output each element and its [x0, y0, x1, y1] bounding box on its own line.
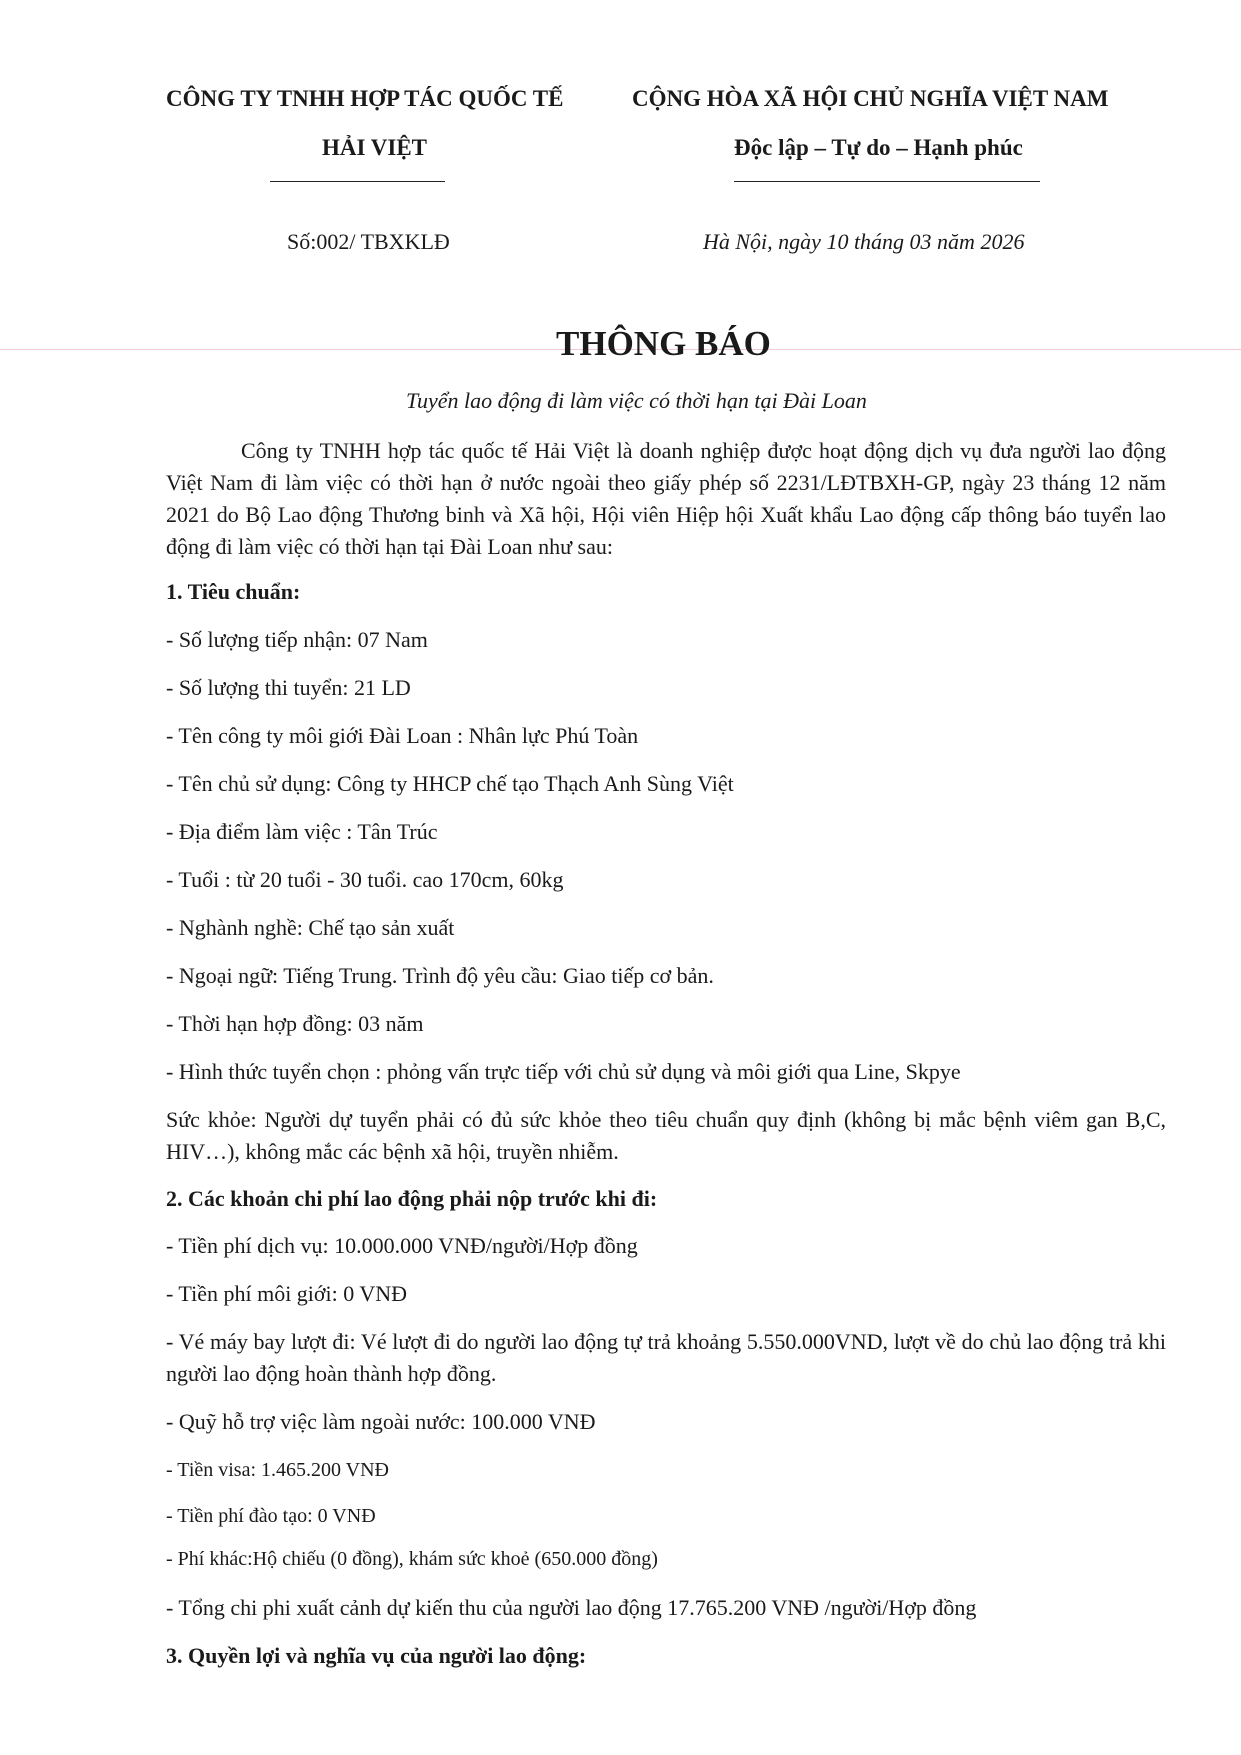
- document-subtitle: Tuyển lao động đi làm việc có thời hạn tại Đài Loan: [406, 388, 867, 413]
- nation-name: CỘNG HÒA XÃ HỘI CHỦ NGHĨA VIỆT NAM: [632, 86, 1109, 111]
- section3-heading: 3. Quyền lợi và nghĩa vụ của người lao động:: [166, 1643, 587, 1668]
- list-item: - Tiền phí dịch vụ: 10.000.000 VNĐ/người/Hợp đồng: [166, 1233, 638, 1258]
- list-item: - Hình thức tuyển chọn : phỏng vấn trực tiếp với chủ sử dụng và môi giới qua Line, Skpye: [166, 1059, 961, 1084]
- list-item: - Tổng chi phi xuất cảnh dự kiến thu của người lao động 17.765.200 VNĐ /người/Hợp đồng: [166, 1595, 977, 1620]
- intro-paragraph: Công ty TNHH hợp tác quốc tế Hải Việt là doanh nghiệp được hoạt động dịch vụ đưa người lao động Việt Nam đi làm việc có thời hạn ở nước ngoài theo giấy phép số 2231/LĐTBXH-GP, ngày 23 tháng 12 năm 2021 do Bộ Lao động Thương binh và Xã hội, Hội viên Hiệp hội Xuất khẩu Lao động cấp thông báo tuyển lao động đi làm việc có thời hạn tại Đài Loan như sau:: [166, 438, 1166, 559]
- org-underline: [270, 181, 445, 182]
- nation-motto: Độc lập – Tự do – Hạnh phúc: [734, 135, 1023, 160]
- list-item: - Tuổi : từ 20 tuổi - 30 tuổi. cao 170cm, 60kg: [166, 867, 564, 892]
- motto-underline: [734, 181, 1040, 182]
- org-name-line1: CÔNG TY TNHH HỢP TÁC QUỐC TẾ: [166, 86, 564, 111]
- section1-heading: 1. Tiêu chuẩn:: [166, 579, 301, 604]
- airfare-paragraph: - Vé máy bay lượt đi: Vé lượt đi do người lao động tự trả khoảng 5.550.000VND, lượt về do chủ lao động trả khi người lao động hoàn thành hợp đồng.: [166, 1329, 1166, 1386]
- list-item: - Tiền phí đào tạo: 0 VNĐ: [166, 1505, 376, 1527]
- list-item: - Ngoại ngữ: Tiếng Trung. Trình độ yêu cầu: Giao tiếp cơ bản.: [166, 963, 714, 988]
- list-item: - Nghành nghề: Chế tạo sản xuất: [166, 915, 455, 940]
- list-item: - Thời hạn hợp đồng: 03 năm: [166, 1011, 424, 1036]
- list-item: - Tiền visa: 1.465.200 VNĐ: [166, 1459, 389, 1481]
- list-item: - Địa điểm làm việc : Tân Trúc: [166, 819, 438, 844]
- document-title: THÔNG BÁO: [556, 324, 771, 363]
- list-item: - Phí khác:Hộ chiếu (0 đồng), khám sức khoẻ (650.000 đồng): [166, 1548, 658, 1570]
- place-and-date: Hà Nội, ngày 10 tháng 03 năm 2026: [703, 229, 1025, 254]
- list-item: - Số lượng tiếp nhận: 07 Nam: [166, 627, 428, 652]
- document-number: Số:002/ TBXKLĐ: [287, 229, 450, 254]
- list-item: - Số lượng thi tuyển: 21 LD: [166, 675, 411, 700]
- list-item: - Quỹ hỗ trợ việc làm ngoài nước: 100.000 VNĐ: [166, 1409, 596, 1434]
- list-item: - Tên công ty môi giới Đài Loan : Nhân lực Phú Toàn: [166, 723, 639, 748]
- list-item: - Tiền phí môi giới: 0 VNĐ: [166, 1281, 408, 1306]
- section2-heading: 2. Các khoản chi phí lao động phải nộp trước khi đi:: [166, 1186, 658, 1211]
- list-item: - Tên chủ sử dụng: Công ty HHCP chế tạo Thạch Anh Sùng Việt: [166, 771, 734, 796]
- health-paragraph: Sức khỏe: Người dự tuyển phải có đủ sức khỏe theo tiêu chuẩn quy định (không bị mắc bệnh viêm gan B,C, HIV…), không mắc các bệnh xã hội, truyền nhiễm.: [166, 1107, 1166, 1164]
- org-name-line2: HẢI VIỆT: [322, 135, 428, 160]
